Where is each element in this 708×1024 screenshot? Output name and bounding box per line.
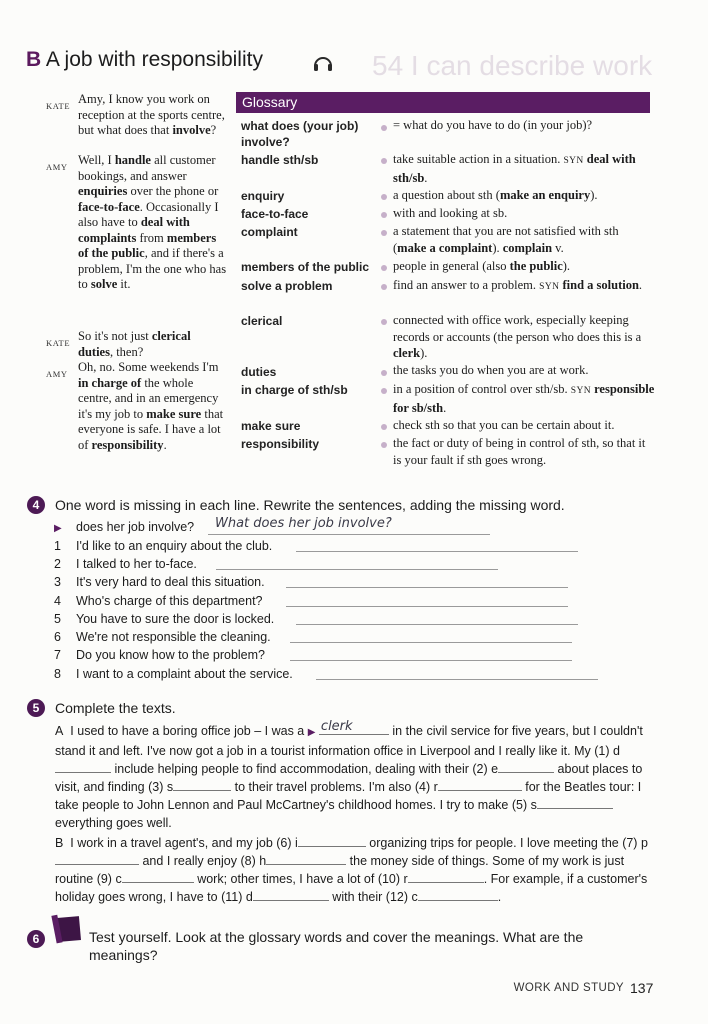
exercise-instruction: One word is missing in each line. Rewrite the sentences, adding the missing word.: [55, 497, 565, 513]
bullet-icon: [381, 158, 387, 164]
glossary-definition: check sth so that you can be certain about it.: [393, 418, 615, 432]
exercise-item: 6 We're not responsible the cleaning.: [54, 630, 271, 644]
answer-line[interactable]: [208, 534, 490, 535]
dialogue-line: So it's not just clerical duties, then?: [78, 329, 191, 359]
dialogue-line: Well, I handle all customer bookings, and answer enquiries over the phone or face-to-face. Occasionally I also have to deal with complaints from members of the public, and if there's a problem, I'm the one who has to solve it.: [78, 153, 227, 291]
answer-blank[interactable]: [408, 872, 484, 883]
answer-line[interactable]: [286, 606, 568, 607]
headphones-icon[interactable]: [312, 53, 334, 73]
bullet-icon: [381, 319, 387, 325]
answer-line[interactable]: [290, 642, 572, 643]
dialogue-line: Oh, no. Some weekends I'm in charge of the whole centre, and in an emergency it's my job to make sure that everyone is safe. I have a lot of responsibility.: [78, 360, 224, 452]
glossary-header: Glossary: [236, 92, 650, 113]
answer-blank[interactable]: [122, 872, 194, 883]
glossary-term: members of the public: [241, 260, 370, 274]
answer-line[interactable]: [290, 660, 572, 661]
speaker-label: AMY: [46, 162, 68, 172]
bullet-icon: [381, 265, 387, 271]
cover-card-icon: [57, 916, 81, 942]
ghost-heading: 54 I can describe work: [372, 50, 653, 81]
bullet-icon: [381, 424, 387, 430]
glossary-term: what does (your job) involve?: [241, 119, 359, 149]
answer-line[interactable]: [216, 569, 498, 570]
glossary-definition: take suitable action in a situation. SYN deal with sth/sb.: [393, 152, 636, 185]
arrow-icon: ▶: [54, 523, 62, 534]
glossary-term: face-to-face: [241, 207, 309, 221]
bullet-icon: [381, 442, 387, 448]
exercise-instruction: Complete the texts.: [55, 700, 176, 716]
glossary-term: enquiry: [241, 189, 285, 203]
glossary-definition: in a position of control over sth/sb. SYN responsible for sb/sth.: [393, 382, 655, 415]
glossary-definition: find an answer to a problem. SYN find a solution.: [393, 278, 643, 292]
glossary-definition: a question about sth (make an enquiry).: [393, 188, 598, 202]
bullet-icon: [381, 370, 387, 376]
footer-label: WORK AND STUDY: [513, 982, 624, 994]
answer-line[interactable]: [286, 587, 568, 588]
example-item: [54, 519, 194, 537]
bullet-icon: [381, 230, 387, 236]
glossary-term: complaint: [241, 225, 298, 239]
answer-blank[interactable]: [537, 798, 613, 809]
glossary-definition: the fact or duty of being in control of sth, so that it is your fault if sth goes wrong.: [393, 436, 646, 467]
example-text: does her job involve?: [76, 520, 195, 534]
answer-blank[interactable]: [266, 854, 346, 865]
answer-line[interactable]: [296, 551, 578, 552]
glossary-term: in charge of sth/sb: [241, 383, 348, 397]
speaker-label: AMY: [46, 369, 68, 379]
glossary-term: make sure: [241, 419, 301, 433]
glossary-term: responsibility: [241, 437, 320, 451]
answer-blank[interactable]: [253, 890, 329, 901]
exercise-item: 4 Who's charge of this department?: [54, 594, 263, 608]
exercise-number: 4: [27, 496, 45, 514]
answer-blank[interactable]: [438, 780, 522, 791]
exercise-instruction: Test yourself. Look at the glossary words and cover the meanings. What are the meanings?: [89, 929, 584, 963]
exercise-item: 2 I talked to her to-face.: [54, 557, 197, 571]
text-b: B I work in a travel agent's, and my job (6) i organizing trips for people. I love meeting the (7) p and I really enjoy (8) h the money side of things. Some of my work is just routine (9) c work; other times, I have a lot of (10) r . For example, if a customer's holiday goes wrong, I have to (11) d with their (12) c .: [55, 836, 648, 904]
speaker-label: KATE: [46, 338, 71, 348]
glossary-term: duties: [241, 365, 277, 379]
answer-blank[interactable]: [298, 836, 366, 847]
answer-blank[interactable]: [55, 762, 111, 773]
glossary-definition: a statement that you are not satisfied with sth (make a complaint). complain v.: [393, 224, 619, 255]
exercise-number: 6: [27, 930, 45, 948]
page-number: 137: [630, 980, 654, 996]
dialogue-line: Amy, I know you work on reception at the sports centre, but what does that involve?: [78, 92, 225, 137]
glossary-definition: the tasks you do when you are at work.: [393, 363, 589, 377]
section-title: A job with responsibility: [45, 48, 263, 71]
glossary-definition: people in general (also the public).: [393, 259, 571, 273]
example-blank[interactable]: [319, 719, 389, 735]
handwritten-answer: clerk: [320, 719, 353, 734]
answer-blank[interactable]: [418, 890, 498, 901]
answer-line[interactable]: [296, 624, 578, 625]
arrow-icon: ▶: [307, 727, 316, 738]
exercise-item: 1 I'd like to an enquiry about the club.: [54, 539, 273, 553]
exercise-item: 3 It's very hard to deal this situation.: [54, 575, 265, 589]
answer-line[interactable]: [316, 679, 598, 680]
glossary-definition: with and looking at sb.: [393, 206, 508, 220]
glossary-definition: connected with office work, especially keeping records or accounts (the person who does this is a clerk).: [393, 313, 642, 360]
exercise-item: 7 Do you know how to the problem?: [54, 648, 265, 662]
section-letter: B: [26, 48, 42, 71]
answer-blank[interactable]: [173, 780, 231, 791]
text-a: A I used to have a boring office job – I was a ▶ clerk in the civil service for five years, but I couldn't stand it and left. I've now got a job in a tourist information office in Liverpool and I really like it. My (1) d include helping people to find accommodation, dealing with their (2) e about places to visit, and finding (3) s to their travel problems. I'm also (4) r for the Beatles tour: I take people to John Lennon and Paul McCartney's childhood homes. I try to make (5) s everything goes well.: [55, 719, 643, 830]
speaker-label: KATE: [46, 101, 71, 111]
bullet-icon: [381, 388, 387, 394]
glossary-term: solve a problem: [241, 279, 333, 293]
answer-blank[interactable]: [55, 854, 139, 865]
answer-blank[interactable]: [498, 762, 554, 773]
exercise-number: 5: [27, 699, 45, 717]
handwritten-answer: What does her job involve?: [215, 516, 392, 531]
bullet-icon: [381, 194, 387, 200]
glossary-term: handle sth/sb: [241, 153, 319, 167]
section-heading: [26, 48, 263, 72]
exercise-item: 8 I want to a complaint about the service.: [54, 667, 293, 681]
bullet-icon: [381, 284, 387, 290]
glossary-term: clerical: [241, 314, 283, 328]
exercise-item: 5 You have to sure the door is locked.: [54, 612, 275, 626]
bullet-icon: [381, 212, 387, 218]
glossary-definition: = what do you have to do (in your job)?: [393, 118, 593, 132]
bullet-icon: [381, 125, 387, 131]
